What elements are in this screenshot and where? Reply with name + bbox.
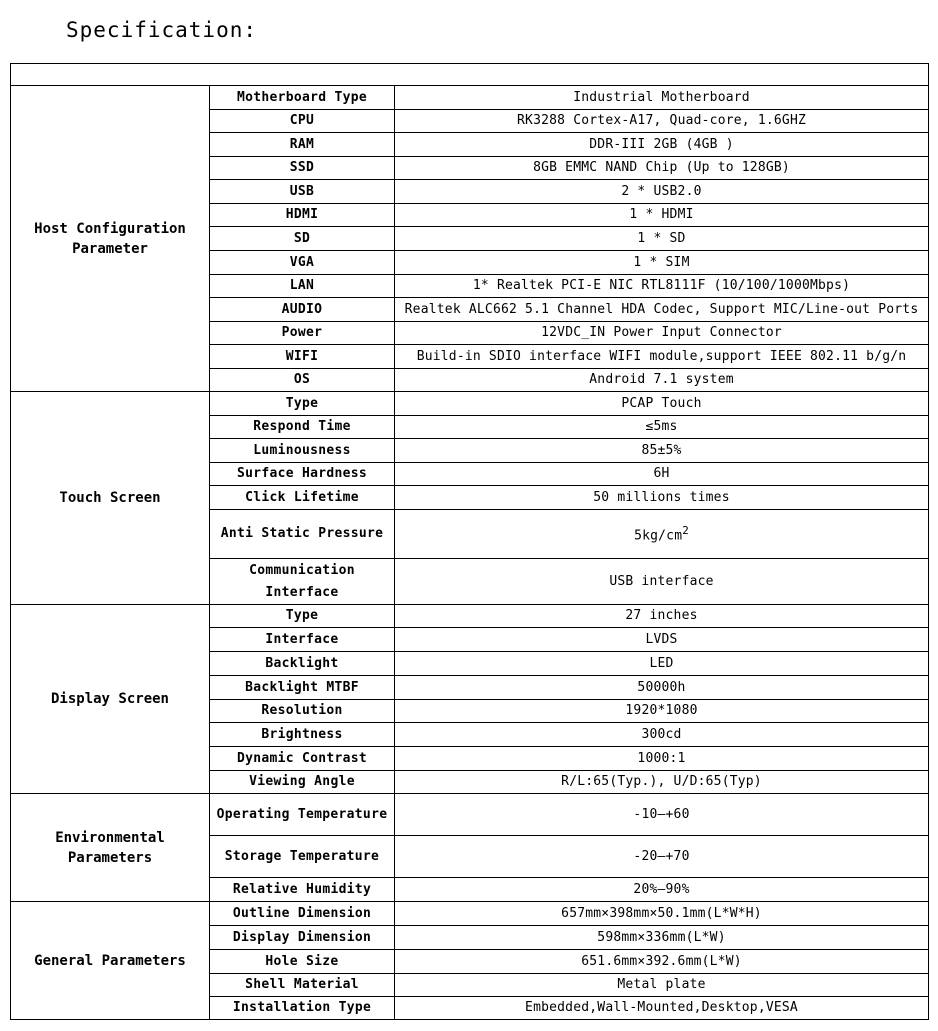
spec-label: Communication Interface [210, 559, 395, 605]
group-touch-screen: Touch Screen [11, 392, 210, 605]
spec-label: Hole Size [210, 950, 395, 974]
group-general-parameters: General Parameters [11, 902, 210, 1020]
spec-label: Storage Temperature [210, 836, 395, 878]
spec-label: AUDIO [210, 298, 395, 322]
spec-value: 50 millions times [395, 486, 929, 510]
spec-label: Outline Dimension [210, 902, 395, 926]
spec-value: -20—+70 [395, 836, 929, 878]
spec-value: -10—+60 [395, 794, 929, 836]
spec-value [395, 510, 929, 559]
spec-label: SSD [210, 157, 395, 180]
spec-value: 85±5% [395, 439, 929, 463]
spec-value: PCAP Touch [395, 392, 929, 416]
specification-table [10, 63, 929, 1020]
spec-value: 1 * HDMI [395, 204, 929, 227]
spec-label: CPU [210, 110, 395, 133]
spec-label: USB [210, 180, 395, 204]
spec-label: WIFI [210, 345, 395, 369]
spec-label: Click Lifetime [210, 486, 395, 510]
spec-label: Type [210, 392, 395, 416]
spec-label: Relative Humidity [210, 878, 395, 902]
spec-value: 598mm×336mm(L*W) [395, 926, 929, 950]
spec-label: OS [210, 369, 395, 392]
spec-value: ≤5ms [395, 416, 929, 439]
spec-value: Embedded,Wall-Mounted,Desktop,VESA [395, 997, 929, 1020]
spec-label: SD [210, 227, 395, 251]
group-display-screen: Display Screen [11, 605, 210, 794]
spec-value: 1 * SD [395, 227, 929, 251]
page-title: Specification: [66, 18, 258, 42]
table-row [11, 605, 929, 628]
spec-value: 2 * USB2.0 [395, 180, 929, 204]
spec-value: Android 7.1 system [395, 369, 929, 392]
table-row [11, 392, 929, 416]
table-header-cell [11, 64, 929, 86]
spec-value: 6H [395, 463, 929, 486]
spec-value: 657mm×398mm×50.1mm(L*W*H) [395, 902, 929, 926]
spec-value: DDR-III 2GB (4GB ) [395, 133, 929, 157]
spec-value: 8GB EMMC NAND Chip (Up to 128GB) [395, 157, 929, 180]
spec-label: RAM [210, 133, 395, 157]
spec-label: Power [210, 322, 395, 345]
spec-value: RK3288 Cortex-A17, Quad-core, 1.6GHZ [395, 110, 929, 133]
table-row [11, 86, 929, 110]
spec-value: R/L:65(Typ.), U/D:65(Typ) [395, 771, 929, 794]
spec-value: 12VDC_IN Power Input Connector [395, 322, 929, 345]
spec-label: Brightness [210, 723, 395, 747]
spec-label: Viewing Angle [210, 771, 395, 794]
spec-value: 1 * SIM [395, 251, 929, 275]
spec-value: Realtek ALC662 5.1 Channel HDA Codec, Support MIC/Line-out Ports [395, 298, 929, 322]
spec-label: Anti Static Pressure [210, 510, 395, 559]
spec-label: Shell Material [210, 974, 395, 997]
spec-label: Installation Type [210, 997, 395, 1020]
spec-label: Surface Hardness [210, 463, 395, 486]
spec-label: Backlight MTBF [210, 676, 395, 700]
group-environmental-parameters: Environmental Parameters [11, 794, 210, 902]
spec-value: 20%—90% [395, 878, 929, 902]
spec-value: Industrial Motherboard [395, 86, 929, 110]
spec-label: HDMI [210, 204, 395, 227]
spec-label: Dynamic Contrast [210, 747, 395, 771]
spec-value: 27 inches [395, 605, 929, 628]
spec-label: Resolution [210, 700, 395, 723]
table-row [11, 902, 929, 926]
spec-value: 651.6mm×392.6mm(L*W) [395, 950, 929, 974]
spec-label: Backlight [210, 652, 395, 676]
table-header-row [11, 64, 929, 86]
spec-label: Display Dimension [210, 926, 395, 950]
spec-value: 1000:1 [395, 747, 929, 771]
spec-value: Build-in SDIO interface WIFI module,support IEEE 802.11 b/g/n [395, 345, 929, 369]
spec-value: 1920*1080 [395, 700, 929, 723]
spec-value: LVDS [395, 628, 929, 652]
spec-value: Metal plate [395, 974, 929, 997]
spec-label: LAN [210, 275, 395, 298]
table-row [11, 794, 929, 836]
spec-label: Motherboard Type [210, 86, 395, 110]
spec-label: Operating Temperature [210, 794, 395, 836]
group-host-configuration: Host Configuration Parameter [11, 86, 210, 392]
spec-label: Luminousness [210, 439, 395, 463]
spec-label: Respond Time [210, 416, 395, 439]
spec-label: Type [210, 605, 395, 628]
spec-value: 300cd [395, 723, 929, 747]
spec-value: USB interface [395, 559, 929, 605]
spec-label: VGA [210, 251, 395, 275]
spec-value-superscript: 2 [682, 524, 689, 538]
spec-value: 50000h [395, 676, 929, 700]
spec-value-text: 5kg/cm [634, 528, 683, 544]
spec-value: LED [395, 652, 929, 676]
spec-value: 1* Realtek PCI-E NIC RTL8111F (10/100/1000Mbps) [395, 275, 929, 298]
spec-label: Interface [210, 628, 395, 652]
